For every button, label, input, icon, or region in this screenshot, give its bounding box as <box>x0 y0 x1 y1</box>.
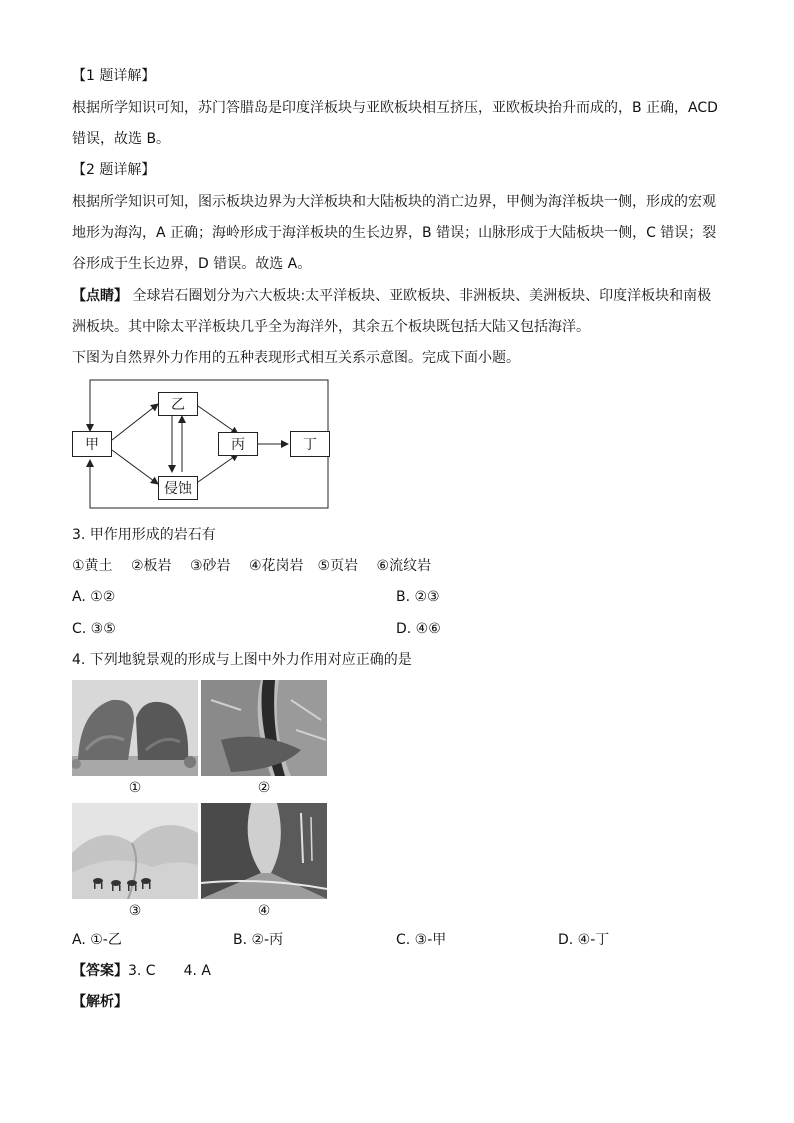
section1-line2: 错误，故选 B。 <box>72 131 171 147</box>
photo-caption-1: ① <box>128 780 142 796</box>
tip-line1 <box>72 286 711 306</box>
q3-items: ①黄土 ②板岩 ③砂岩 ④花岗岩 ⑤页岩 ⑥流纹岩 <box>72 558 432 574</box>
section2-heading: 【2 题详解】 <box>72 162 156 178</box>
photo-canyon <box>201 680 327 776</box>
photo-caption-4: ④ <box>257 903 271 919</box>
answer-text: 3. C 4. A <box>128 963 211 979</box>
diagram-box-bing: 丙 <box>218 432 258 456</box>
q3-option-a: A. ①② <box>72 589 116 605</box>
section2-line2: 地形为海沟，A 正确；海岭形成于海洋板块的生长边界，B 错误；山脉形成于大陆板块一侧，C 错误；裂 <box>72 225 717 241</box>
q4-option-c: C. ③-甲 <box>396 932 447 948</box>
q3-stem: 3. 甲作用形成的岩石有 <box>72 527 216 543</box>
answer-line <box>72 961 211 981</box>
q3-option-c: C. ③⑤ <box>72 621 116 637</box>
answer-label: 【答案】 <box>72 963 128 979</box>
photo-caption-2: ② <box>257 780 271 796</box>
section1-line1: 根据所学知识可知，苏门答腊岛是印度洋板块与亚欧板块相互挤压，亚欧板块抬升而成的，B 正确，ACD <box>72 100 718 116</box>
q3-option-b: B. ②③ <box>396 589 440 605</box>
analysis-heading: 【解析】 <box>72 994 128 1010</box>
section2-line1: 根据所学知识可知，图示板块边界为大洋板块和大陆板块的消亡边界，甲侧为海洋板块一侧，形成的宏观 <box>72 194 716 210</box>
q4-option-a: A. ①-乙 <box>72 932 122 948</box>
diagram-box-jia: 甲 <box>72 431 112 457</box>
photo-split-rock <box>72 680 198 776</box>
q4-option-d: D. ④-丁 <box>558 932 610 948</box>
section2-line3: 谷形成于生长边界，D 错误。故选 A。 <box>72 256 312 272</box>
photo-caption-3: ③ <box>128 903 142 919</box>
tip-text1: 全球岩石圈划分为六大板块:太平洋板块、亚欧板块、非洲板块、美洲板块、印度洋板块和南极 <box>128 288 712 304</box>
q4-option-b: B. ②-丙 <box>233 932 284 948</box>
q3-option-d: D. ④⑥ <box>396 621 441 637</box>
photo-sand-dunes <box>72 803 198 899</box>
diagram-intro: 下图为自然界外力作用的五种表现形式相互关系示意图。完成下面小题。 <box>72 350 520 366</box>
q4-stem: 4. 下列地貌景观的形成与上图中外力作用对应正确的是 <box>72 652 412 668</box>
section1-heading: 【1 题详解】 <box>72 68 156 84</box>
diagram-box-ding: 丁 <box>290 431 330 457</box>
tip-line2: 洲板块。其中除太平洋板块几乎全为海洋外，其余五个板块既包括大陆又包括海洋。 <box>72 319 590 335</box>
tip-label: 【点睛】 <box>72 288 128 304</box>
diagram-box-yi: 乙 <box>158 392 198 416</box>
photo-fjord <box>201 803 327 899</box>
diagram-box-qinshi: 侵蚀 <box>158 476 198 500</box>
